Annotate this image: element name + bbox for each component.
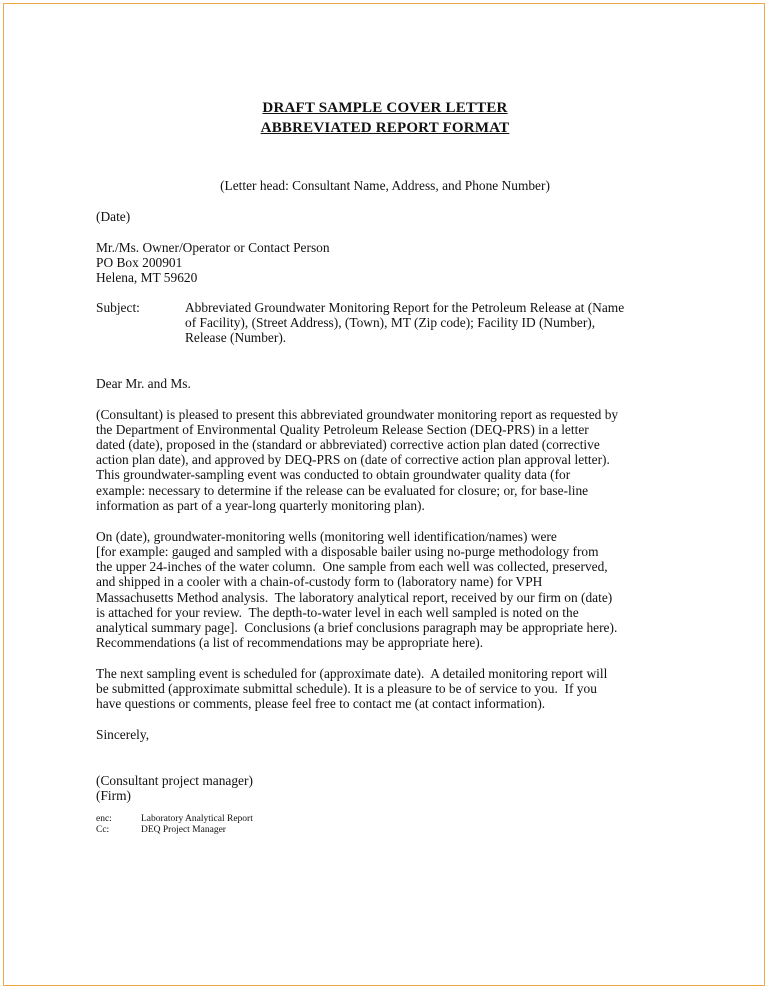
document-title-line1: DRAFT SAMPLE COVER LETTER [262, 100, 508, 116]
paragraph-line: example: necessary to determine if the release can be evaluated for closure; or, for base-line [96, 483, 589, 498]
paragraph-line: The next sampling event is scheduled for (approximate date). A detailed monitoring report will [96, 666, 608, 681]
subject-line: of Facility), (Street Address), (Town), MT (Zip code); Facility ID (Number), [185, 315, 596, 330]
signature-line: (Firm) [96, 788, 131, 803]
enc-value: Laboratory Analytical Report [141, 814, 253, 824]
paragraph-line: is attached for your review. The depth-to-water level in each well sampled is noted on the [96, 605, 579, 620]
salutation: Dear Mr. and Ms. [96, 376, 191, 391]
date-placeholder: (Date) [96, 209, 131, 224]
signature-line: (Consultant project manager) [96, 773, 253, 788]
subject-line: Abbreviated Groundwater Monitoring Report for the Petroleum Release at (Name [185, 300, 625, 315]
subject-label: Subject: [96, 300, 140, 315]
paragraph-line: information as part of a year-long quarterly monitoring plan). [96, 498, 425, 513]
paragraph-line: Massachusetts Method analysis. The laboratory analytical report, received by our firm on (date) [96, 590, 613, 605]
paragraph-line: On (date), groundwater-monitoring wells (monitoring well identification/names) were [96, 529, 557, 544]
paragraph-line: Recommendations (a list of recommendations may be appropriate here). [96, 635, 484, 650]
paragraph-line: analytical summary page]. Conclusions (a brief conclusions paragraph may be appropriate here). [96, 620, 618, 635]
paragraph-line: the upper 24-inches of the water column. One sample from each well was collected, preserved, [96, 559, 608, 574]
cc-label: Cc: [96, 825, 110, 835]
paragraph-line: (Consultant) is pleased to present this abbreviated groundwater monitoring report as requested by [96, 407, 619, 422]
letter-page [3, 3, 765, 986]
recipient-line: Mr./Ms. Owner/Operator or Contact Person [96, 240, 330, 255]
paragraph-line: be submitted (approximate submittal schedule). It is a pleasure to be of service to you. If you [96, 681, 597, 696]
letterhead-placeholder: (Letter head: Consultant Name, Address, and Phone Number) [220, 178, 550, 193]
paragraph-line: [for example: gauged and sampled with a disposable bailer using no-purge methodology from [96, 544, 599, 559]
recipient-line: PO Box 200901 [96, 255, 183, 270]
closing: Sincerely, [96, 727, 150, 742]
paragraph-line: the Department of Environmental Quality Petroleum Release Section (DEQ-PRS) in a letter [96, 422, 589, 437]
subject-line: Release (Number). [185, 330, 287, 345]
paragraph-line: and shipped in a cooler with a chain-of-custody form to (laboratory name) for VPH [96, 574, 543, 589]
recipient-line: Helena, MT 59620 [96, 270, 198, 285]
paragraph-line: action plan date), and approved by DEQ-PRS on (date of corrective action plan approval letter). [96, 452, 610, 467]
enc-label: enc: [96, 814, 112, 824]
paragraph-line: dated (date), proposed in the (standard or abbreviated) corrective action plan dated (corrective [96, 437, 600, 452]
paragraph-line: This groundwater-sampling event was conducted to obtain groundwater quality data (for [96, 467, 571, 482]
document-title-line2: ABBREVIATED REPORT FORMAT [260, 120, 510, 136]
cc-value: DEQ Project Manager [141, 825, 226, 835]
paragraph-line: have questions or comments, please feel free to contact me (at contact information). [96, 696, 546, 711]
